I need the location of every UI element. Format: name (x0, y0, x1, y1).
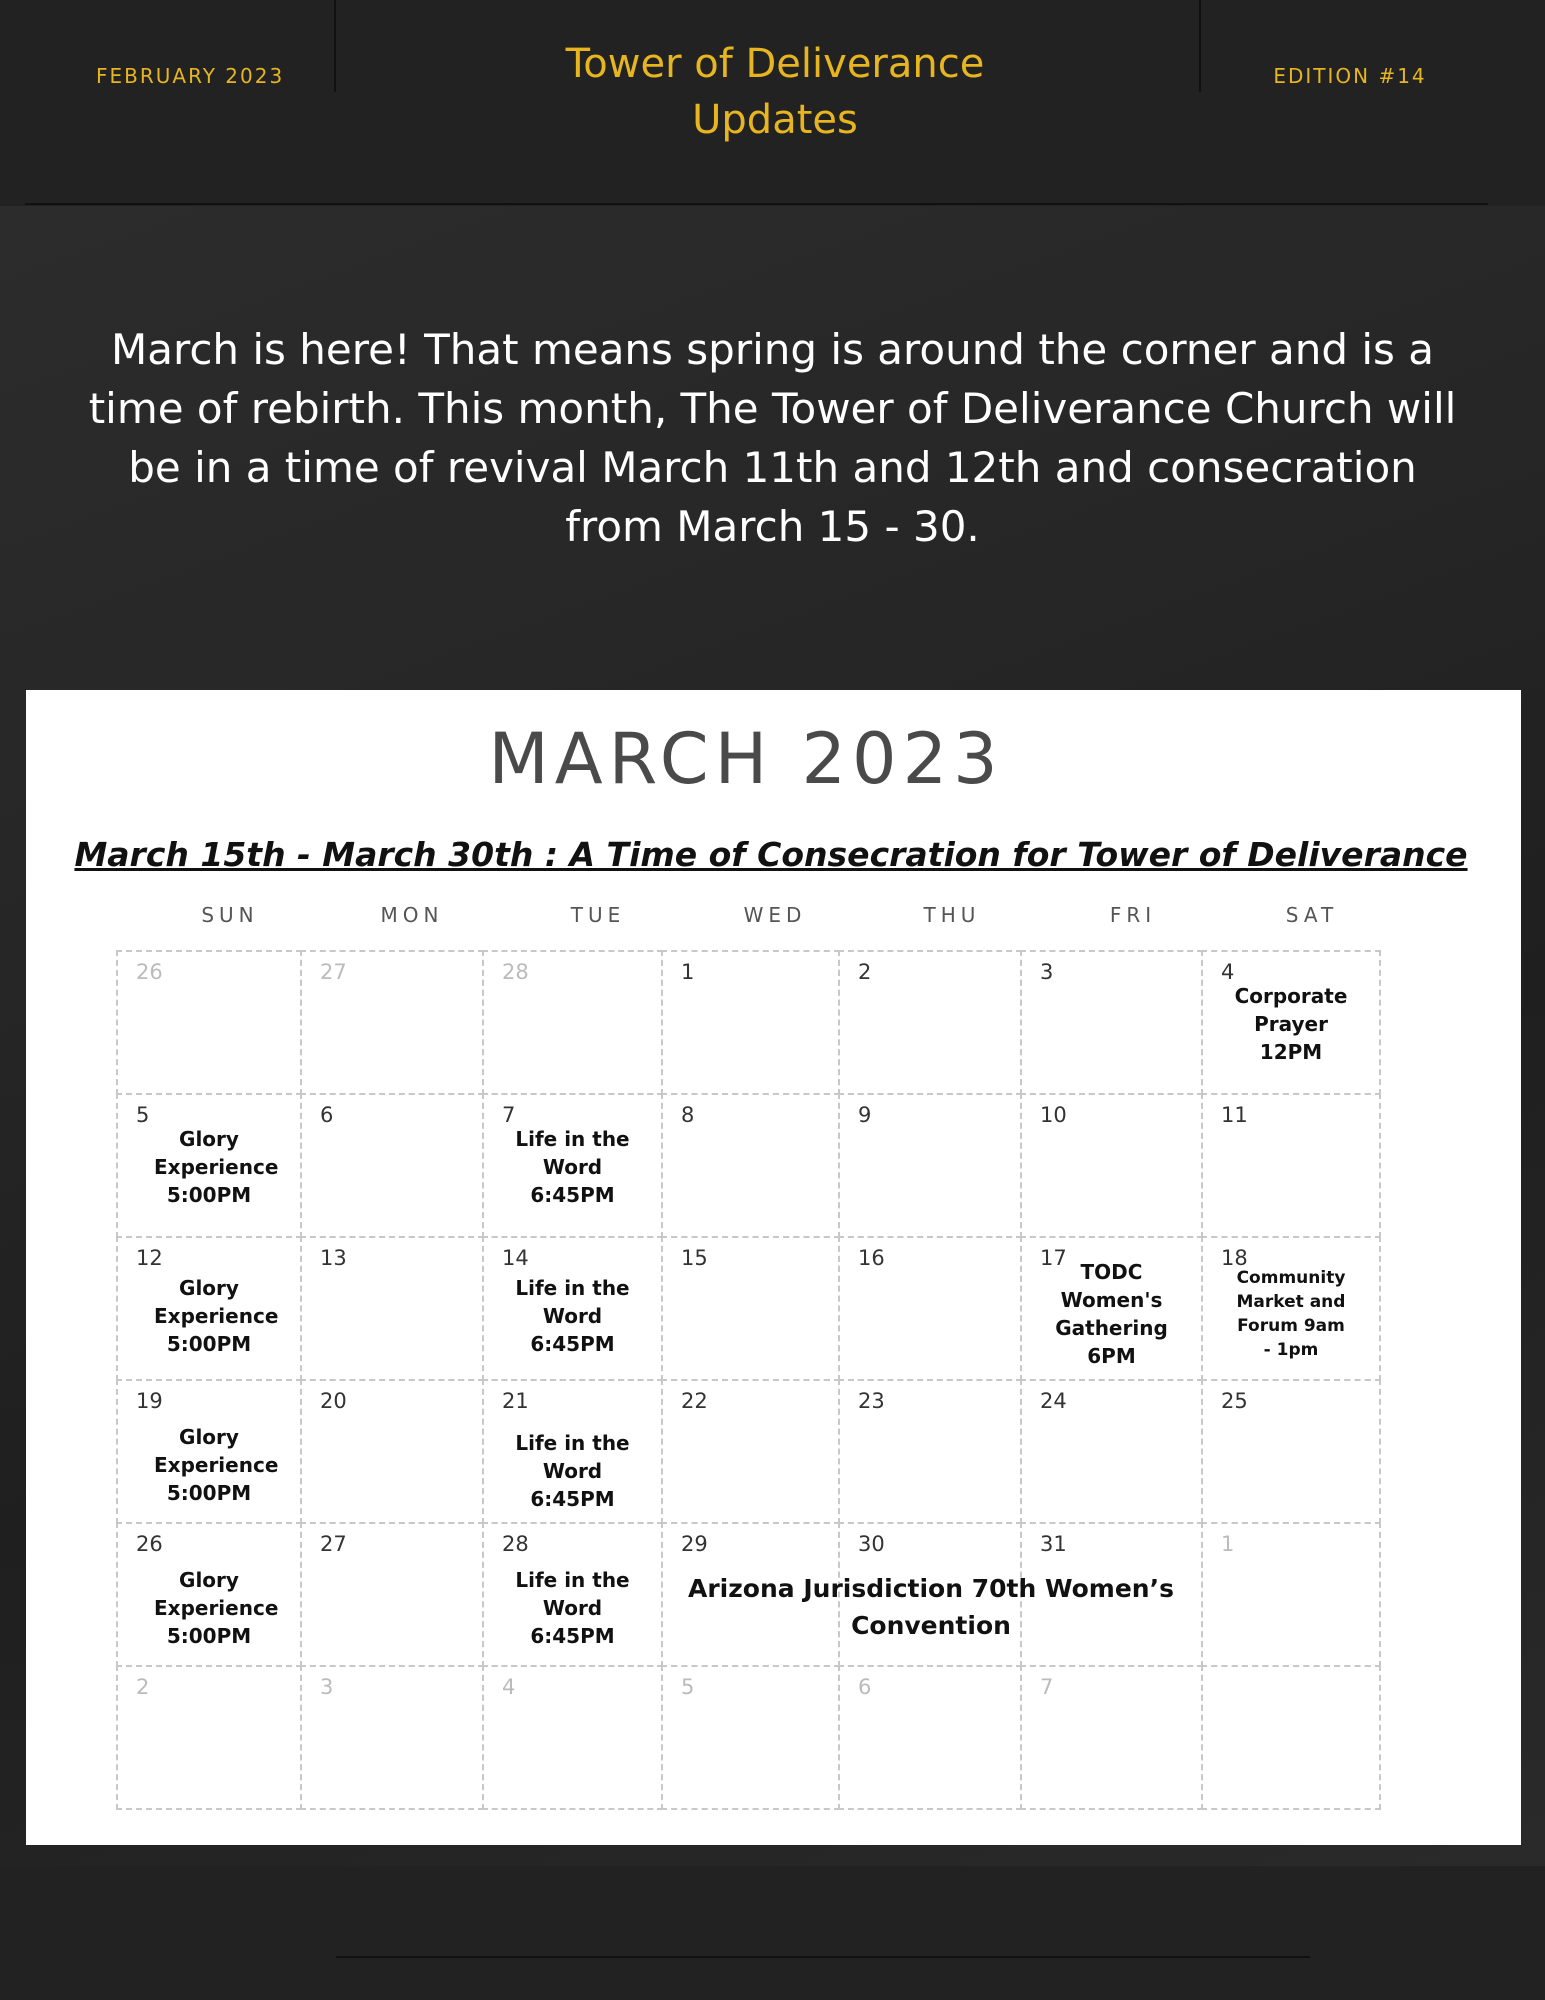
event-todc-womens-gathering: TODC Women's Gathering 6PM (1055, 1260, 1168, 1368)
day-number: 4 (1221, 960, 1235, 984)
day-number: 27 (320, 1532, 347, 1556)
day-cell (116, 1379, 302, 1524)
event-life-in-the-word: Life in the Word 6:45PM (515, 1568, 630, 1648)
day-number: 5 (136, 1103, 150, 1127)
day-cell (661, 1236, 840, 1381)
day-number: 1 (681, 960, 695, 984)
newsletter-title: Tower of Deliverance Updates (565, 41, 985, 143)
edition-number: EDITION #14 (1273, 64, 1427, 88)
calendar-subtitle: March 15th - March 30th : A Time of Consecration for Tower of Deliverance (74, 835, 1468, 874)
footer-rule (336, 1956, 1310, 1958)
day-number: 24 (1040, 1389, 1067, 1413)
day-number: 4 (502, 1675, 516, 1699)
day-cell (300, 1665, 484, 1810)
day-cell (1201, 1522, 1381, 1667)
day-number: 3 (320, 1675, 334, 1699)
day-cell (300, 950, 484, 1095)
day-cell (482, 1665, 663, 1810)
day-number: 19 (136, 1389, 163, 1413)
day-number: 1 (1221, 1532, 1235, 1556)
event-glory-experience: Glory Experience 5:00PM (154, 1425, 279, 1505)
day-number: 15 (681, 1246, 708, 1270)
day-cell (116, 1236, 302, 1381)
day-number: 11 (1221, 1103, 1248, 1127)
weekday-sun: SUN (201, 903, 259, 927)
day-cell (661, 1665, 840, 1810)
day-cell (482, 1093, 663, 1238)
weekday-sat: SAT (1285, 903, 1339, 927)
weekday-thu: THU (923, 903, 981, 927)
day-cell (661, 1379, 840, 1524)
day-number: 23 (858, 1389, 885, 1413)
day-cell (1020, 1093, 1203, 1238)
day-cell (1201, 1236, 1381, 1381)
day-number: 2 (136, 1675, 150, 1699)
day-cell (300, 1379, 484, 1524)
day-number: 13 (320, 1246, 347, 1270)
weekday-wed: WED (743, 903, 807, 927)
day-number: 10 (1040, 1103, 1067, 1127)
day-number: 27 (320, 960, 347, 984)
day-number: 7 (1040, 1675, 1054, 1699)
day-cell (838, 1665, 1022, 1810)
day-number: 18 (1221, 1246, 1248, 1270)
day-number: 2 (858, 960, 872, 984)
day-number: 26 (136, 960, 163, 984)
day-cell (482, 1236, 663, 1381)
event-glory-experience: Glory Experience 5:00PM (154, 1568, 279, 1648)
calendar-grid (116, 950, 1386, 1810)
weekday-fri: FRI (1109, 903, 1157, 927)
day-number: 7 (502, 1103, 516, 1127)
day-cell (661, 1093, 840, 1238)
calendar-panel (26, 690, 1521, 1845)
calendar-title: MARCH 2023 (488, 718, 1004, 800)
day-cell (116, 1665, 302, 1810)
day-cell (1020, 1379, 1203, 1524)
day-cell (116, 1093, 302, 1238)
day-number: 25 (1221, 1389, 1248, 1413)
event-glory-experience: Glory Experience 5:00PM (154, 1127, 279, 1207)
day-number: 29 (681, 1532, 708, 1556)
day-cell (838, 950, 1022, 1095)
day-cell (1201, 1093, 1381, 1238)
day-number: 28 (502, 1532, 529, 1556)
day-number: 30 (858, 1532, 885, 1556)
day-cell (482, 1522, 663, 1667)
day-number: 20 (320, 1389, 347, 1413)
newsletter-header (0, 0, 1545, 206)
day-number: 12 (136, 1246, 163, 1270)
day-number: 16 (858, 1246, 885, 1270)
day-cell (116, 950, 302, 1095)
day-cell (300, 1522, 484, 1667)
event-corporate-prayer: Corporate Prayer 12PM (1234, 984, 1348, 1064)
weekday-tue: TUE (570, 903, 626, 927)
day-number: 28 (502, 960, 529, 984)
day-number: 14 (502, 1246, 529, 1270)
day-number: 21 (502, 1389, 529, 1413)
day-number: 6 (858, 1675, 872, 1699)
event-life-in-the-word: Life in the Word 6:45PM (515, 1127, 630, 1207)
divider-left (334, 0, 336, 92)
footer-band (0, 1866, 1545, 2000)
day-cell (1201, 1665, 1381, 1810)
event-community-market: Community Market and Forum 9am - 1pm (1236, 1268, 1346, 1360)
weekday-mon: MON (380, 903, 444, 927)
day-number: 26 (136, 1532, 163, 1556)
day-number: 3 (1040, 960, 1054, 984)
day-cell (482, 1379, 663, 1524)
day-number: 8 (681, 1103, 695, 1127)
event-glory-experience: Glory Experience 5:00PM (154, 1276, 279, 1356)
event-life-in-the-word: Life in the Word 6:45PM (515, 1276, 630, 1356)
day-cell (482, 950, 663, 1095)
divider-right (1199, 0, 1201, 92)
day-cell (838, 1093, 1022, 1238)
day-cell (300, 1093, 484, 1238)
issue-date: FEBRUARY 2023 (96, 64, 285, 88)
day-cell (1020, 1665, 1203, 1810)
event-convention: Arizona Jurisdiction 70th Women’s Convention (688, 1574, 1174, 1640)
day-cell (116, 1522, 302, 1667)
day-cell (1201, 950, 1381, 1095)
day-number: 31 (1040, 1532, 1067, 1556)
day-number: 5 (681, 1675, 695, 1699)
day-cell (1020, 1236, 1203, 1381)
intro-paragraph: March is here! That means spring is around the corner and is a time of rebirth. This month, The Tower of Deliverance Church will be in a time of revival March 11th and 12th and consecration from March 15 - 30. (88, 325, 1457, 551)
day-cell (1020, 950, 1203, 1095)
header-rule (25, 203, 1488, 205)
day-cell (300, 1236, 484, 1381)
day-number: 17 (1040, 1246, 1067, 1270)
day-cell (838, 1379, 1022, 1524)
day-cell (661, 950, 840, 1095)
day-cell (1201, 1379, 1381, 1524)
day-cell (838, 1236, 1022, 1381)
day-number: 22 (681, 1389, 708, 1413)
day-number: 9 (858, 1103, 872, 1127)
day-number: 6 (320, 1103, 334, 1127)
event-life-in-the-word: Life in the Word 6:45PM (515, 1431, 630, 1511)
